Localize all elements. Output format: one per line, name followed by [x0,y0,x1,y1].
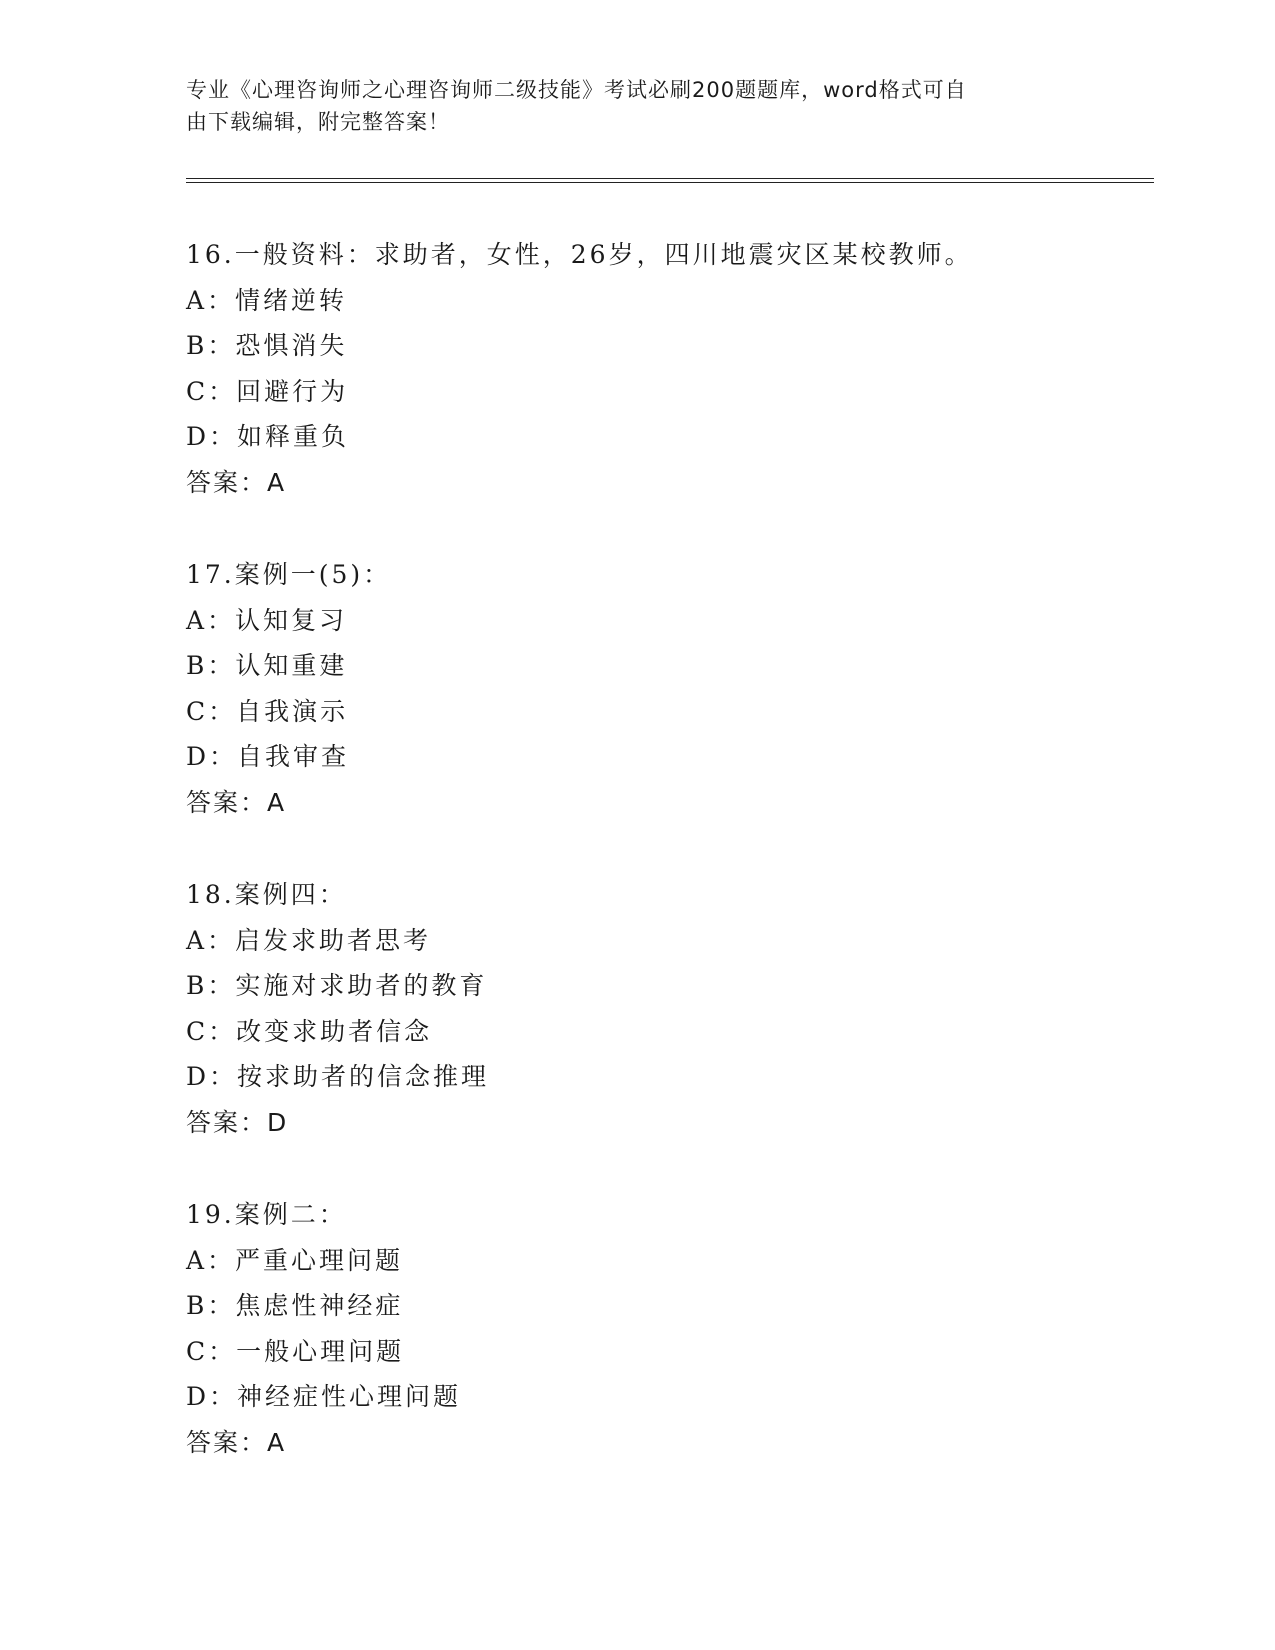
option-b: B：焦虑性神经症 [186,1291,404,1320]
option-a: A：严重心理问题 [186,1245,404,1275]
option-c: C：自我演示 [186,696,349,726]
option-a: A：认知复习 [186,605,348,635]
option-d: D：如释重负 [186,422,350,451]
answer-key: 答案：D [186,1107,289,1137]
question-16 [186,232,1154,552]
option-a: A：情绪逆转 [186,285,348,315]
option-c: C：一般心理问题 [186,1336,405,1366]
double-divider [186,178,1154,183]
question-stem: 17.案例一(5)： [186,560,392,589]
document-intro [186,74,1086,138]
question-stem: 18.案例四： [186,880,347,909]
question-19 [186,1192,1154,1512]
question-list [186,232,1154,1512]
option-a: A：启发求助者思考 [186,925,432,955]
answer-key: 答案：A [186,467,287,497]
intro-line-1: 专业《心理咨询师之心理咨询师二级技能》考试必刷200题题库，word格式可自 [186,78,967,102]
question-18 [186,872,1154,1192]
option-d: D：神经症性心理问题 [186,1382,462,1411]
answer-key: 答案：A [186,787,287,817]
question-17 [186,552,1154,872]
answer-key: 答案：A [186,1427,287,1457]
option-d: D：按求助者的信念推理 [186,1062,490,1091]
option-d: D：自我审查 [186,742,350,771]
question-stem: 16.一般资料：求助者，女性，26岁，四川地震灾区某校教师。 [186,240,973,269]
option-c: C：改变求助者信念 [186,1016,433,1046]
option-c: C：回避行为 [186,376,349,406]
intro-line-2: 由下载编辑，附完整答案！ [186,110,450,134]
option-b: B：实施对求助者的教育 [186,971,488,1000]
option-b: B：认知重建 [186,651,348,680]
question-stem: 19.案例二： [186,1200,347,1229]
option-b: B：恐惧消失 [186,331,348,360]
